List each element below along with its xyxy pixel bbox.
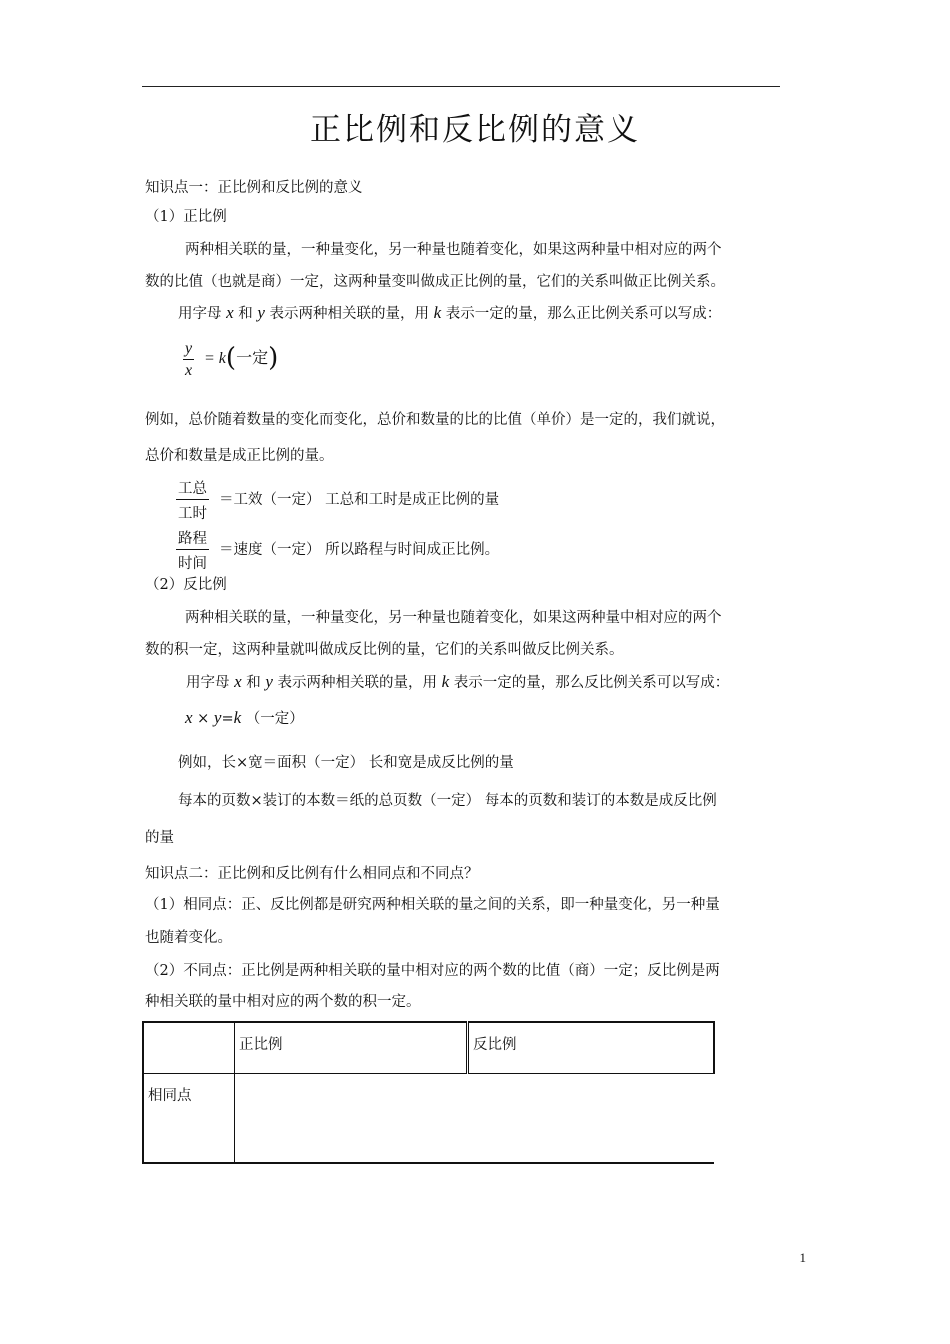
formula-equals-k: = k xyxy=(204,350,226,367)
example2-fraction xyxy=(176,527,209,573)
table-row-label: 相同点 xyxy=(143,1074,235,1164)
inverse-heading: （2）反比例 xyxy=(145,577,227,593)
formula-constant: （一定） xyxy=(245,711,304,727)
direct-example-line1: 例如，总价随着数量的变化而变化，总价和数量的比的比值（单价）是一定的，我们就说， xyxy=(145,412,725,428)
formula-x: x xyxy=(185,708,193,727)
kp2-same-line2: 也随着变化。 xyxy=(145,930,232,946)
var-x: x xyxy=(226,303,234,322)
direct-heading: （1）正比例 xyxy=(145,209,227,225)
table-header-inverse: 反比例 xyxy=(468,1022,715,1074)
example2-text: ＝速度（一定） 所以路程与时间成正比例。 xyxy=(219,542,500,558)
table-corner-cell xyxy=(143,1022,235,1074)
formula-constant: 一定 xyxy=(236,348,269,367)
inverse-def-line2: 数的积一定，这两种量就叫做成反比例的量，它们的关系叫做反比例关系。 xyxy=(145,642,624,658)
inverse-example2-line1: 每本的页数×装订的本数＝纸的总页数（一定） 每本的页数和装订的本数是成反比例 xyxy=(178,793,717,809)
var-k: k xyxy=(441,672,450,691)
table-row-same xyxy=(143,1074,714,1164)
example2-numerator: 路程 xyxy=(176,527,209,550)
kp2-diff-line2: 种相关联的量中相对应的两个数的积一定。 xyxy=(145,994,421,1010)
formula-numerator: y xyxy=(183,340,194,360)
letters-text-a: 用字母 xyxy=(178,306,222,322)
letters-and: 和 xyxy=(238,306,253,322)
formula-close-paren: ) xyxy=(268,343,279,373)
formula-k: k xyxy=(233,708,242,727)
page-title: 正比例和反比例的意义 xyxy=(310,112,640,148)
example1-fraction xyxy=(176,477,209,523)
letters-text-b: 表示两种相关联的量，用 xyxy=(269,306,430,322)
direct-letters-line xyxy=(178,302,721,323)
var-k: k xyxy=(433,303,442,322)
example1-text: ＝工效（一定） 工总和工时是成正比例的量 xyxy=(219,492,500,508)
var-y: y xyxy=(257,303,265,322)
formula-equals: = xyxy=(221,711,234,727)
kp1-heading: 知识点一：正比例和反比例的意义 xyxy=(145,180,363,196)
direct-def-line1: 两种相关联的量，一种量变化，另一种量也随着变化，如果这两种量中相对应的两个 xyxy=(185,242,722,258)
formula-denominator: x xyxy=(185,362,193,379)
inverse-letters-line xyxy=(186,671,729,692)
letters-text-a: 用字母 xyxy=(186,675,230,691)
letters-and: 和 xyxy=(246,675,261,691)
table-row-content xyxy=(235,1074,715,1164)
letters-text-c: 表示一定的量，那么反比例关系可以写成： xyxy=(453,675,730,691)
formula-y: y xyxy=(213,708,222,727)
kp2-diff-line1: （2）不同点：正比例是两种相关联的量中相对应的两个数的比值（商）一定；反比例是两 xyxy=(145,963,720,979)
inverse-example1: 例如，长×宽＝面积（一定） 长和宽是成反比例的量 xyxy=(178,755,514,771)
example1-numerator: 工总 xyxy=(176,477,209,500)
formula-times: × xyxy=(197,711,210,727)
page-number: 1 xyxy=(799,1250,806,1265)
direct-formula-fraction xyxy=(183,340,194,380)
table-header-row xyxy=(143,1022,714,1074)
inverse-def-line1: 两种相关联的量，一种量变化，另一种量也随着变化，如果这两种量中相对应的两个 xyxy=(185,610,722,626)
kp2-same-line1: （1）相同点：正、反比例都是研究两种相关联的量之间的关系，即一种量变化，另一种量 xyxy=(145,897,720,913)
table-header-direct: 正比例 xyxy=(235,1022,468,1074)
var-y: y xyxy=(265,672,273,691)
direct-example-line2: 总价和数量是成正比例的量。 xyxy=(145,448,334,464)
kp2-heading: 知识点二：正比例和反比例有什么相同点和不同点？ xyxy=(145,866,479,882)
inverse-example2-line2: 的量 xyxy=(145,830,174,846)
direct-formula-rhs xyxy=(204,343,278,373)
comparison-table xyxy=(142,1021,715,1164)
example1-denominator: 工时 xyxy=(178,506,207,522)
header-rule xyxy=(142,86,780,87)
var-x: x xyxy=(234,672,242,691)
formula-open-paren: ( xyxy=(225,343,237,373)
direct-def-line2: 数的比值（也就是商）一定，这两种量变叫做成正比例的量，它们的关系叫做正比例关系。 xyxy=(145,274,725,290)
example2-denominator: 时间 xyxy=(178,556,207,572)
inverse-formula xyxy=(185,707,304,728)
letters-text-c: 表示一定的量，那么正比例关系可以写成： xyxy=(445,306,722,322)
letters-text-b: 表示两种相关联的量，用 xyxy=(277,675,438,691)
